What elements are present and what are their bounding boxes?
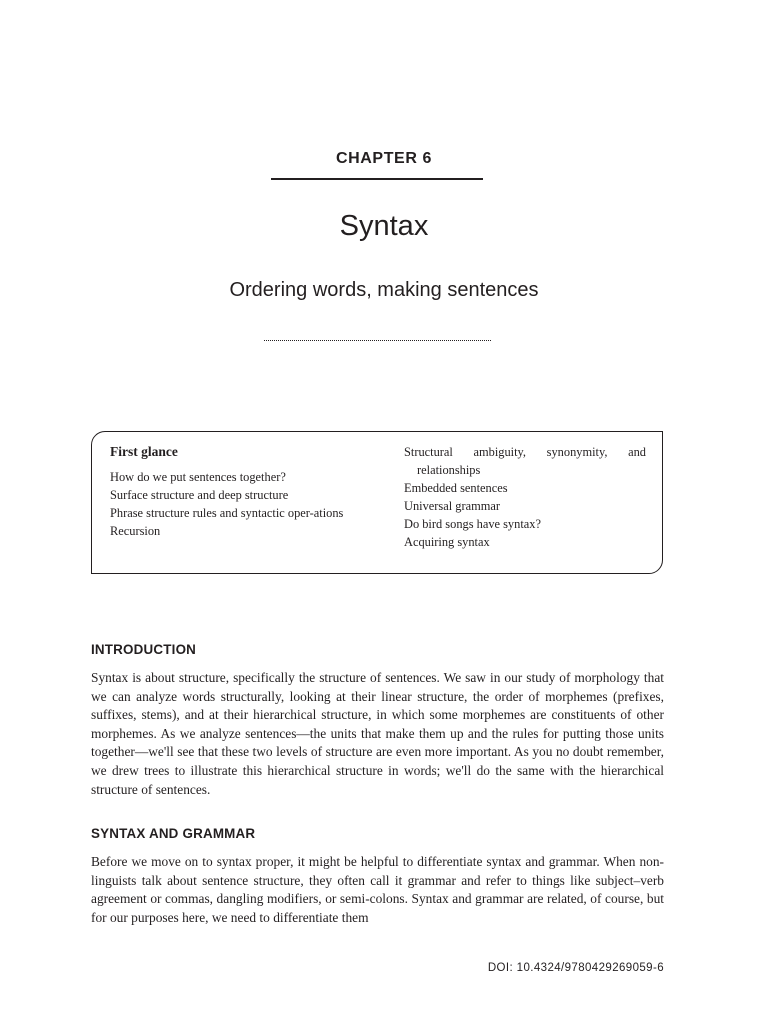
chapter-rule [271,178,483,180]
section-paragraph-syntax-and-grammar: Before we move on to syntax proper, it might be helpful to differentiate syntax and grammar. When non-linguists talk about sentence structure, they often call it grammar and refer to things like subject–verb agreement or commas, dangling modifiers, or semi-colons. Syntax and grammar are related, of course, but for our purposes here, we need to differentiate them [91,854,664,925]
doi-footer: DOI: 10.4324/9780429269059-6 [487,962,664,974]
chapter-label: CHAPTER 6 [335,150,433,167]
first-glance-item: Phrase structure rules and syntactic oper-ations [110,506,344,520]
dotted-divider [264,340,491,341]
chapter-subtitle: Ordering words, making sentences [229,279,539,301]
section-heading-syntax-and-grammar: SYNTAX AND GRAMMAR [91,826,256,841]
first-glance-item: Surface structure and deep structure [110,488,289,502]
first-glance-right-column [404,443,646,551]
chapter-title: Syntax [339,210,429,242]
first-glance-item: Structural ambiguity, synonymity, and relationships [404,445,646,477]
first-glance-heading: First glance [110,444,178,459]
section-paragraph-introduction: Syntax is about structure, specifically the structure of sentences. We saw in our study of morphology that we can analyze words structurally, looking at their linear structure, the order of morphemes (prefixes, suffixes, stems), and at their hierarchical structure, in which some morphemes are constituents of other morphemes. As we analyze sentences—the units that make them up and the rules for putting those units together—we'll see that these two levels of structure are even more important. As you no doubt remember, we drew trees to illustrate this hierarchical structure in words; we'll do the same with the hierarchical structure of sentences. [91,670,664,797]
first-glance-item: Universal grammar [404,499,500,513]
first-glance-item: Do bird songs have syntax? [404,517,541,531]
first-glance-item: How do we put sentences together? [110,470,286,484]
section-heading-introduction: INTRODUCTION [91,642,197,657]
first-glance-item: Embedded sentences [404,481,508,495]
first-glance-item: Recursion [110,524,161,538]
first-glance-item: Acquiring syntax [404,535,490,549]
first-glance-box [91,431,663,574]
first-glance-left-column [110,442,355,540]
